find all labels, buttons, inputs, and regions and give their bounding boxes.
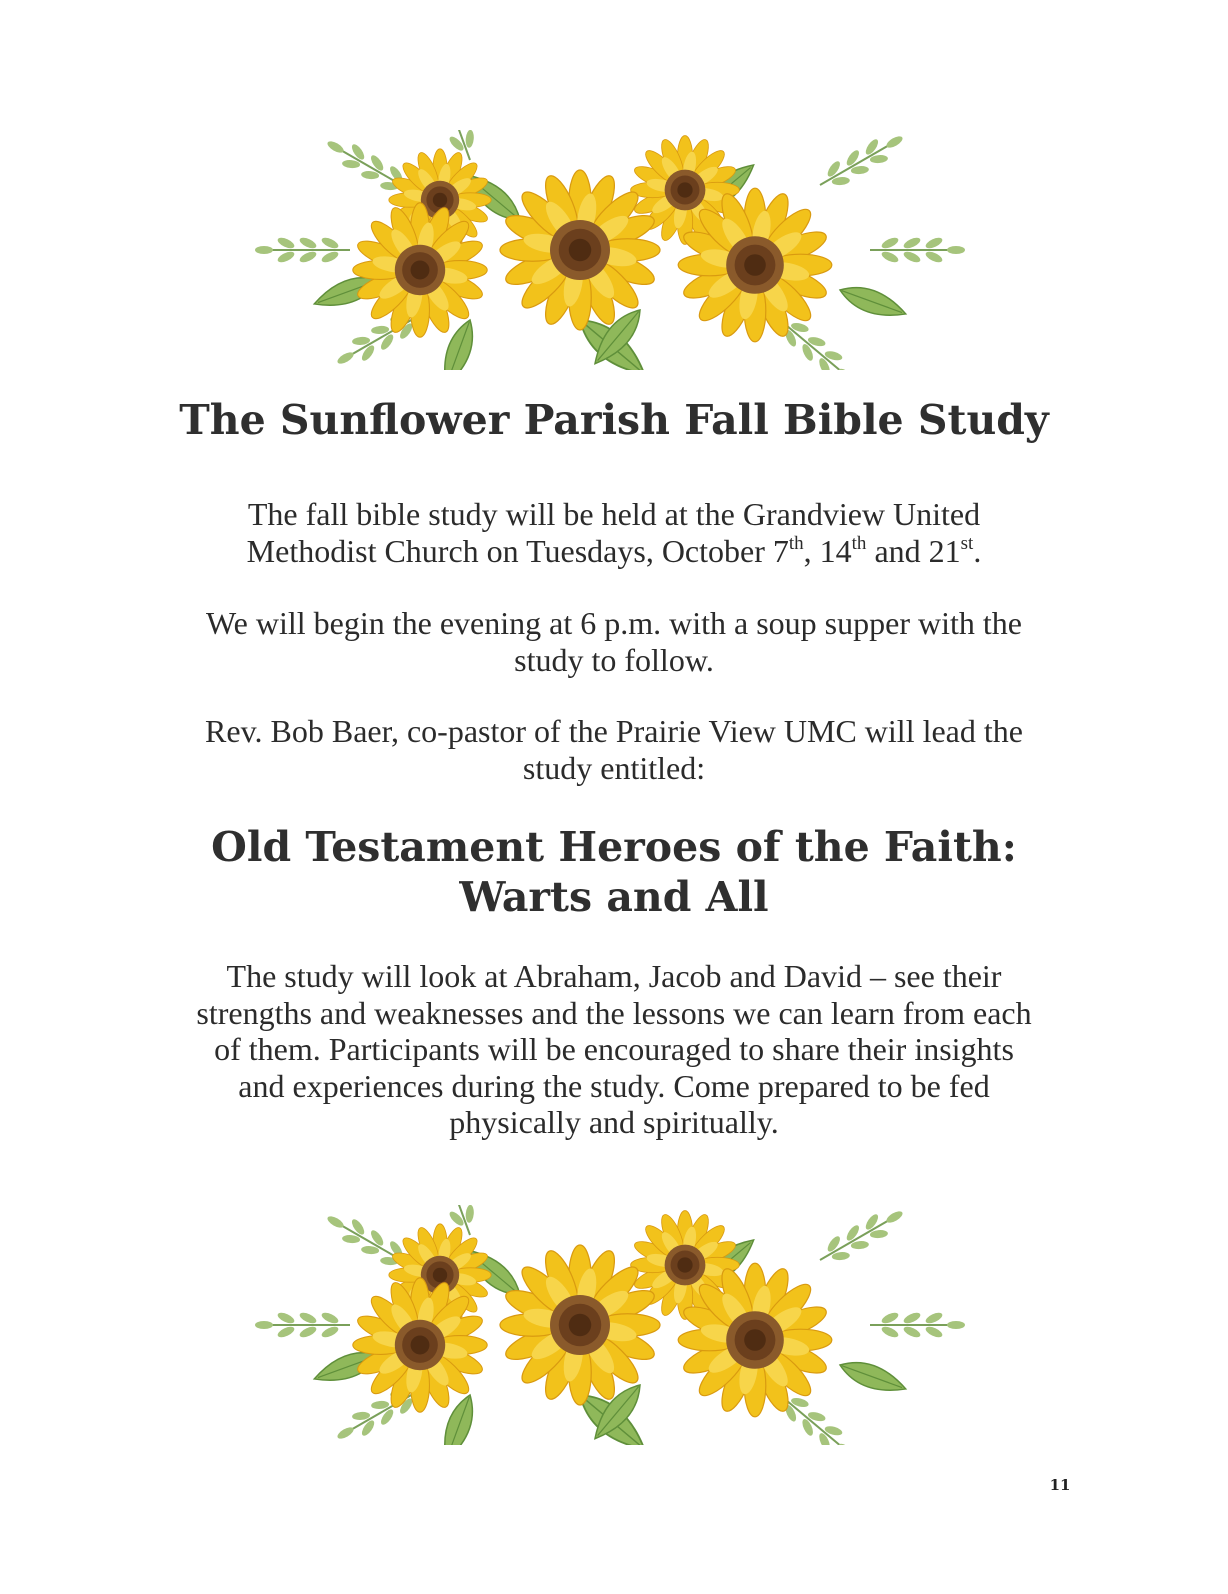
page-number: 11: [1049, 1476, 1071, 1494]
sunflower-bouquet-top: [220, 130, 1000, 370]
intro-line-2: Methodist Church on Tuesdays, October 7th, 14th and 21st.: [246, 532, 982, 569]
description-line-4: and experiences during the study. Come prepared to be fed: [238, 1067, 990, 1104]
intro-paragraph: [100, 496, 1128, 569]
description-line-5: physically and spiritually.: [449, 1104, 779, 1140]
description-line-2: strengths and weaknesses and the lessons we can learn from each: [196, 994, 1032, 1031]
schedule-paragraph: [100, 605, 1128, 678]
sunflower-bouquet-bottom: [220, 1205, 1000, 1445]
description-paragraph: [130, 958, 1098, 1141]
description-line-1: The study will look at Abraham, Jacob and David – see their: [226, 958, 1002, 994]
study-title: [0, 822, 1228, 922]
schedule-line-2: study to follow.: [514, 641, 714, 678]
leader-line-1: Rev. Bob Baer, co-pastor of the Prairie View UMC will lead the: [205, 713, 1023, 749]
description-line-3: of them. Participants will be encouraged to share their insights: [214, 1031, 1014, 1067]
study-title-line-2: Warts and All: [459, 873, 769, 921]
study-title-line-1: Old Testament Heroes of the Faith:: [211, 823, 1017, 871]
schedule-line-1: We will begin the evening at 6 p.m. with a soup supper with the: [206, 605, 1022, 641]
page-title: The Sunflower Parish Fall Bible Study: [179, 396, 1049, 444]
leader-paragraph: [100, 713, 1128, 786]
intro-line-1: The fall bible study will be held at the Grandview United: [247, 496, 981, 532]
leader-line-2: study entitled:: [522, 749, 706, 786]
sunflower-illustration: [220, 130, 1000, 370]
sunflower-illustration: [220, 1205, 1000, 1445]
